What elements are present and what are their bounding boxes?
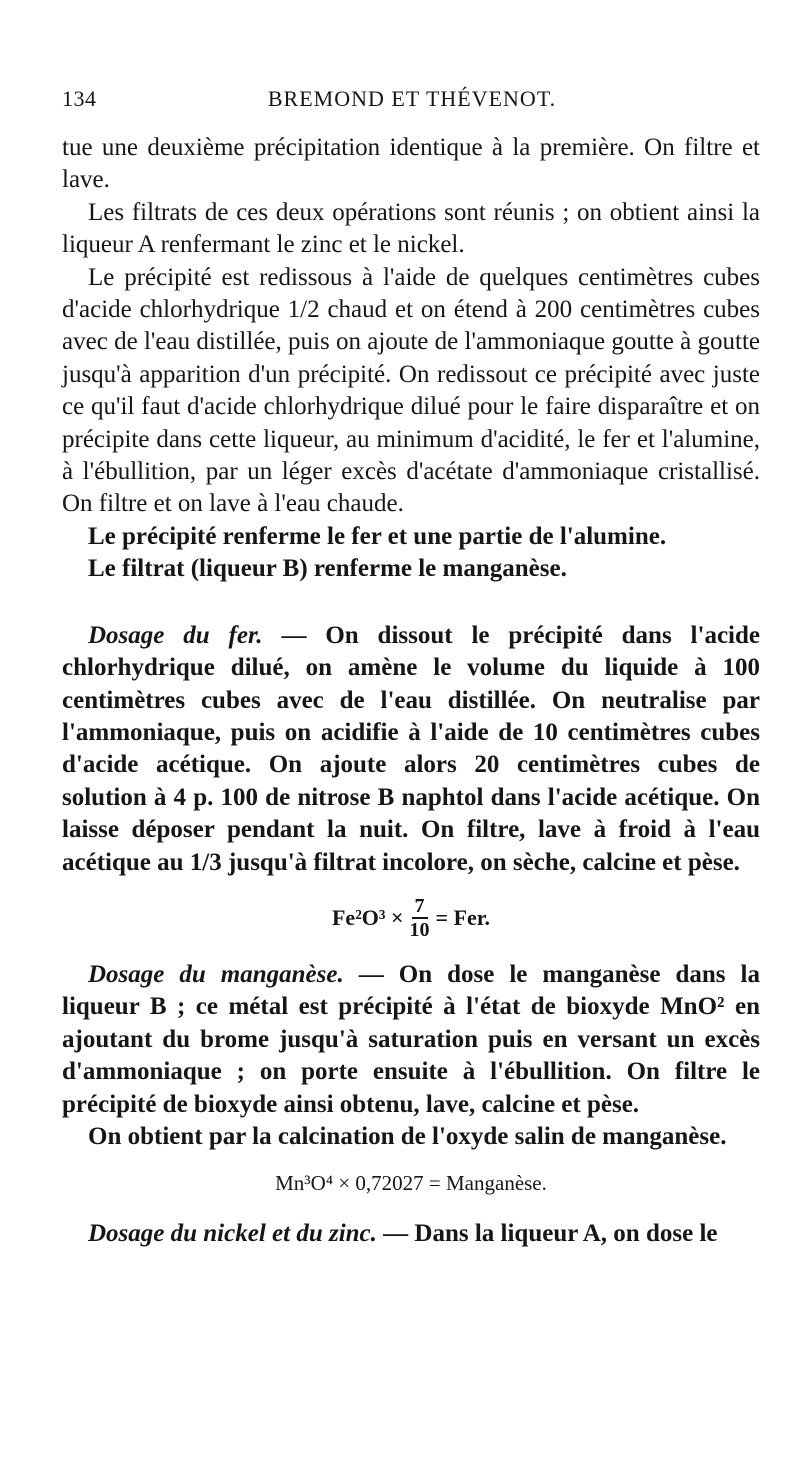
formula-fer-fraction	[410, 895, 430, 941]
section-gap	[62, 586, 760, 620]
formula-fer-left: Fe²O³ ×	[331, 904, 404, 930]
paragraph-dosage-nickel-zinc-text: — Dans la liqueur A, on dose le	[376, 1219, 718, 1247]
paragraph-8: On obtient par la calcination de l'oxyde salin de manganèse.	[88, 1122, 727, 1150]
page-number: 134	[62, 86, 97, 111]
paragraph-5: Le filtrat (liqueur B) renferme le manganèse.	[88, 555, 567, 583]
body-text	[62, 132, 760, 1250]
section-title-nickel-zinc: Dosage du nickel et du zinc.	[88, 1219, 377, 1247]
formula-manganese: Mn³O⁴ × 0,72027 = Manganèse.	[275, 1171, 547, 1196]
paragraph-dosage-manganese	[62, 959, 760, 1121]
formula-fer	[62, 889, 760, 947]
formula-fer-denominator: 10	[409, 918, 430, 941]
paragraph-1: tue une deuxième précipitation identique à la première. On filtre et lave.	[62, 134, 760, 194]
paragraph-dosage-fer-text: — On dissout le précipité dans l'acide chlorhydrique dilué, on amène le volume du liquide à 100 centimètres cubes avec de l'eau distillée. On neutralise par l'ammoniaque, puis on acidifie à l'aide de 10 centimètres cubes d'acide acétique. On ajoute alors 20 centimètres cubes de solution à 4 p. 100 de nitrose B naphtol dans l'acide acétique. On laisse déposer pendant la nuit. On filtre, lave à froid à l'eau acétique au 1/3 jusqu'à filtrat incolore, on sèche, calcine et pèse.	[62, 621, 760, 876]
section-title-fer: Dosage du fer.	[88, 621, 263, 649]
paragraph-4: Le précipité renferme le fer et une partie de l'alumine.	[88, 522, 667, 550]
page-header	[62, 86, 762, 116]
paragraph-2: Les filtrats de ces deux opérations sont réunis ; on obtient ainsi la liqueur A renfermant le zinc et le nickel.	[62, 198, 760, 259]
paragraph-dosage-nickel-zinc	[62, 1218, 760, 1250]
paragraph-3: Le précipité est redissous à l'aide de quelques centimètres cubes d'acide chlorhydrique 1/2 chaud et on étend à 200 centimètres cubes avec de l'eau distillée, puis on ajoute de l'ammoniaque goutte à goutte jusqu'à apparition d'un précipité. On redissout ce précipité avec juste ce qu'il faut d'acide chlorhydrique dilué pour le faire disparaître et on précipite dans cette liqueur, au minimum d'acidité, le fer et l'alumine, à l'ébullition, par un léger excès d'acétate d'ammoniaque cristallisé. On filtre et on lave à l'eau chaude.	[62, 263, 760, 518]
paragraph-dosage-fer	[62, 620, 760, 879]
running-head: BREMOND ET THÉVENOT.	[267, 86, 557, 111]
section-title-manganese: Dosage du manganèse.	[88, 960, 344, 988]
formula-fer-right: = Fer.	[435, 904, 491, 930]
paragraph-dosage-manganese-text: — On dose le manganèse dans la liqueur B ; ce métal est précipité à l'état de bioxyde MnO² en ajoutant du brome jusqu'à saturation puis en versant un excès d'ammoniaque ; on porte ensuite à l'ébullition. On filtre le précipité de bioxyde ainsi obtenu, lave, calcine et pèse.	[62, 960, 760, 1118]
formula-fer-numerator: 7	[412, 895, 428, 919]
